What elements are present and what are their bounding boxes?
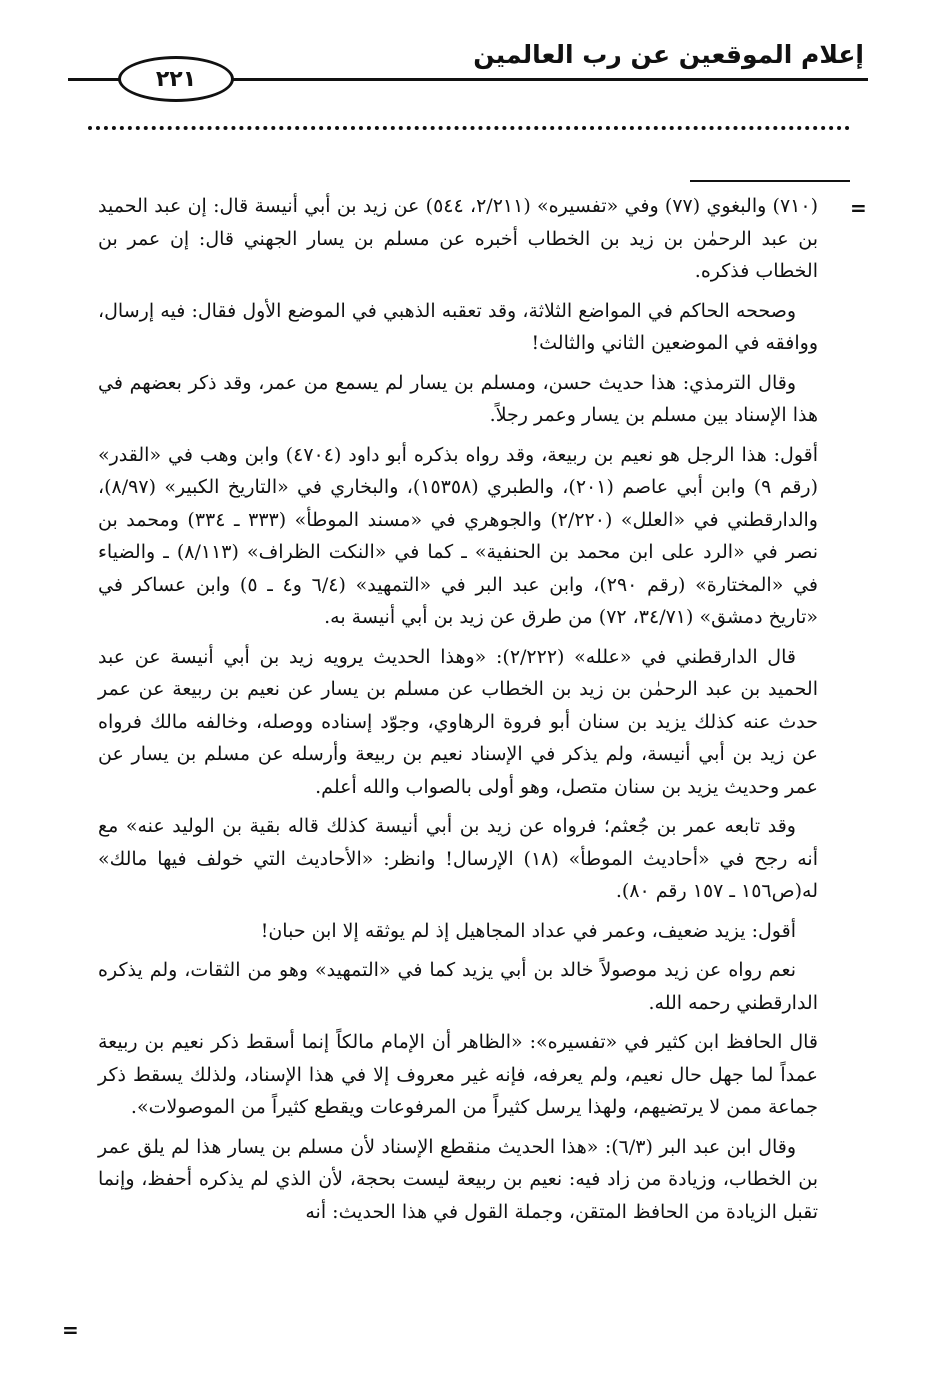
paragraph-9: قال الحافظ ابن كثير في «تفسيره»: «الظاهر أن الإمام مالكاً إنما أسقط ذكر نعيم بن ربيعة عمداً لما جهل حال نعيم، ولم يعرفه، فإنه غير معروف إلا في هذا الإسناد، ولذلك يسقط ذكر جماعة ممن لا يرتضيهم، ولهذا يرسل كثيراً من المرفوعات ويقطع كثيراً من الموصولات». xyxy=(98,1031,818,1118)
running-title: إعلام الموقعين عن رب العالمين xyxy=(473,40,864,69)
page-number-badge xyxy=(118,56,234,102)
paragraph-7: أقول: يزيد ضعيف، وعمر في عداد المجاهيل إذ لم يوثقه إلا ابن حبان! xyxy=(260,919,796,942)
footnote-body xyxy=(98,190,818,1235)
page-number: ٢٢١ xyxy=(155,66,197,92)
paragraph-1: (٧١٠) والبغوي (٧٧) وفي «تفسيره» (٢/٢١١، ٥٤٤) عن زيد بن أبي أنيسة قال: إن عبد الحميد بن عبد الرحمٰن بن زيد بن الخطاب أخبره عن مسلم بن يسار الجهني قال: إن عمر بن الخطاب فذكره. xyxy=(98,195,819,282)
paragraph-2: وصححه الحاكم في المواضع الثلاثة، وقد تعقبه الذهبي في الموضع الأول فقال: فيه إرسال، ووافقه في الموضعين الثاني والثالث! xyxy=(98,299,818,354)
paragraph-3: وقال الترمذي: هذا حديث حسن، ومسلم بن يسار لم يسمع من عمر، وقد ذكر بعضهم في هذا الإسناد بين مسلم بن يسار وعمر رجلاً. xyxy=(98,371,818,426)
paragraph-5: قال الدارقطني في «علله» (٢/٢٢٢): «وهذا الحديث يرويه زيد بن أبي أنيسة عن عبد الحميد بن عبد الرحمٰن بن زيد بن الخطاب عن مسلم بن يسار عن نعيم بن ربيعة عن عمر حدث عنه كذلك يزيد بن سنان أبو فروة الرهاوي، وجوّد إسناده ووصله، وخالفه مالك فرواه عن زيد بن أبي أنيسة، ولم يذكر في الإسناد نعيم بن ربيعة وأرسله عن مسلم بن يسار عن عمر وحديث يزيد بن سنان متصل، وهو أولى بالصواب والله أعلم. xyxy=(98,645,818,798)
dotted-separator xyxy=(88,126,850,130)
paragraph-8: نعم رواه عن زيد موصولاً خالد بن أبي يزيد كما في «التمهيد» وهو من الثقات، ولم يذكره الدارقطني رحمه الله. xyxy=(98,959,818,1014)
paragraph-10: وقال ابن عبد البر (٦/٣): «هذا الحديث منقطع الإسناد لأن مسلم بن يسار هذا لم يلق عمر بن الخطاب، وزيادة من زاد فيه: نعيم بن ربيعة ليست بحجة، لأن الذي لم يذكره أحفظ، وإنما تقبل الزيادة من الحافظ المتقن، وجملة القول في هذا الحديث: أنه xyxy=(98,1135,818,1223)
continuation-mark-bottom: = xyxy=(62,1318,79,1342)
footnote-rule xyxy=(690,180,850,182)
continuation-mark-top: = xyxy=(850,196,867,220)
paragraph-6: وقد تابعه عمر بن جُعثم؛ فرواه عن زيد بن أبي أنيسة كذلك قاله بقية بن الوليد عنه» مع أنه رجح في «أحاديث الموطأ» (١٨) الإرسال! وانظر: «الأحاديث التي خولف فيها مالك» له(ص١٥٦ ـ ١٥٧ رقم ٨٠). xyxy=(98,815,818,902)
paragraph-4: أقول: هذا الرجل هو نعيم بن ربيعة، وقد رواه بذكره أبو داود (٤٧٠٤) وابن وهب في «القدر» (رقم ٩) وابن أبي عاصم (٢٠١)، والطبري (١٥٣٥٨)، والبخاري في «التاريخ الكبير» (٨/٩٧)، والدارقطني في «العلل» (٢/٢٢٠) والجوهري في «مسند الموطأ» (٣٣٣ ـ ٣٣٤) ومحمد بن نصر في «الرد على ابن محمد بن الحنفية» ـ كما في «النكت الظراف» (٨/١١٣) ـ والضياء في «المختارة» (رقم ٢٩٠)، وابن عبد البر في «التمهيد» (٦/٤ و٤ ـ ٥) وابن عساكر في «تاريخ دمشق» (٣٤/٧١، ٧٢) من طرق عن زيد بن أبي أنيسة به. xyxy=(98,443,819,628)
